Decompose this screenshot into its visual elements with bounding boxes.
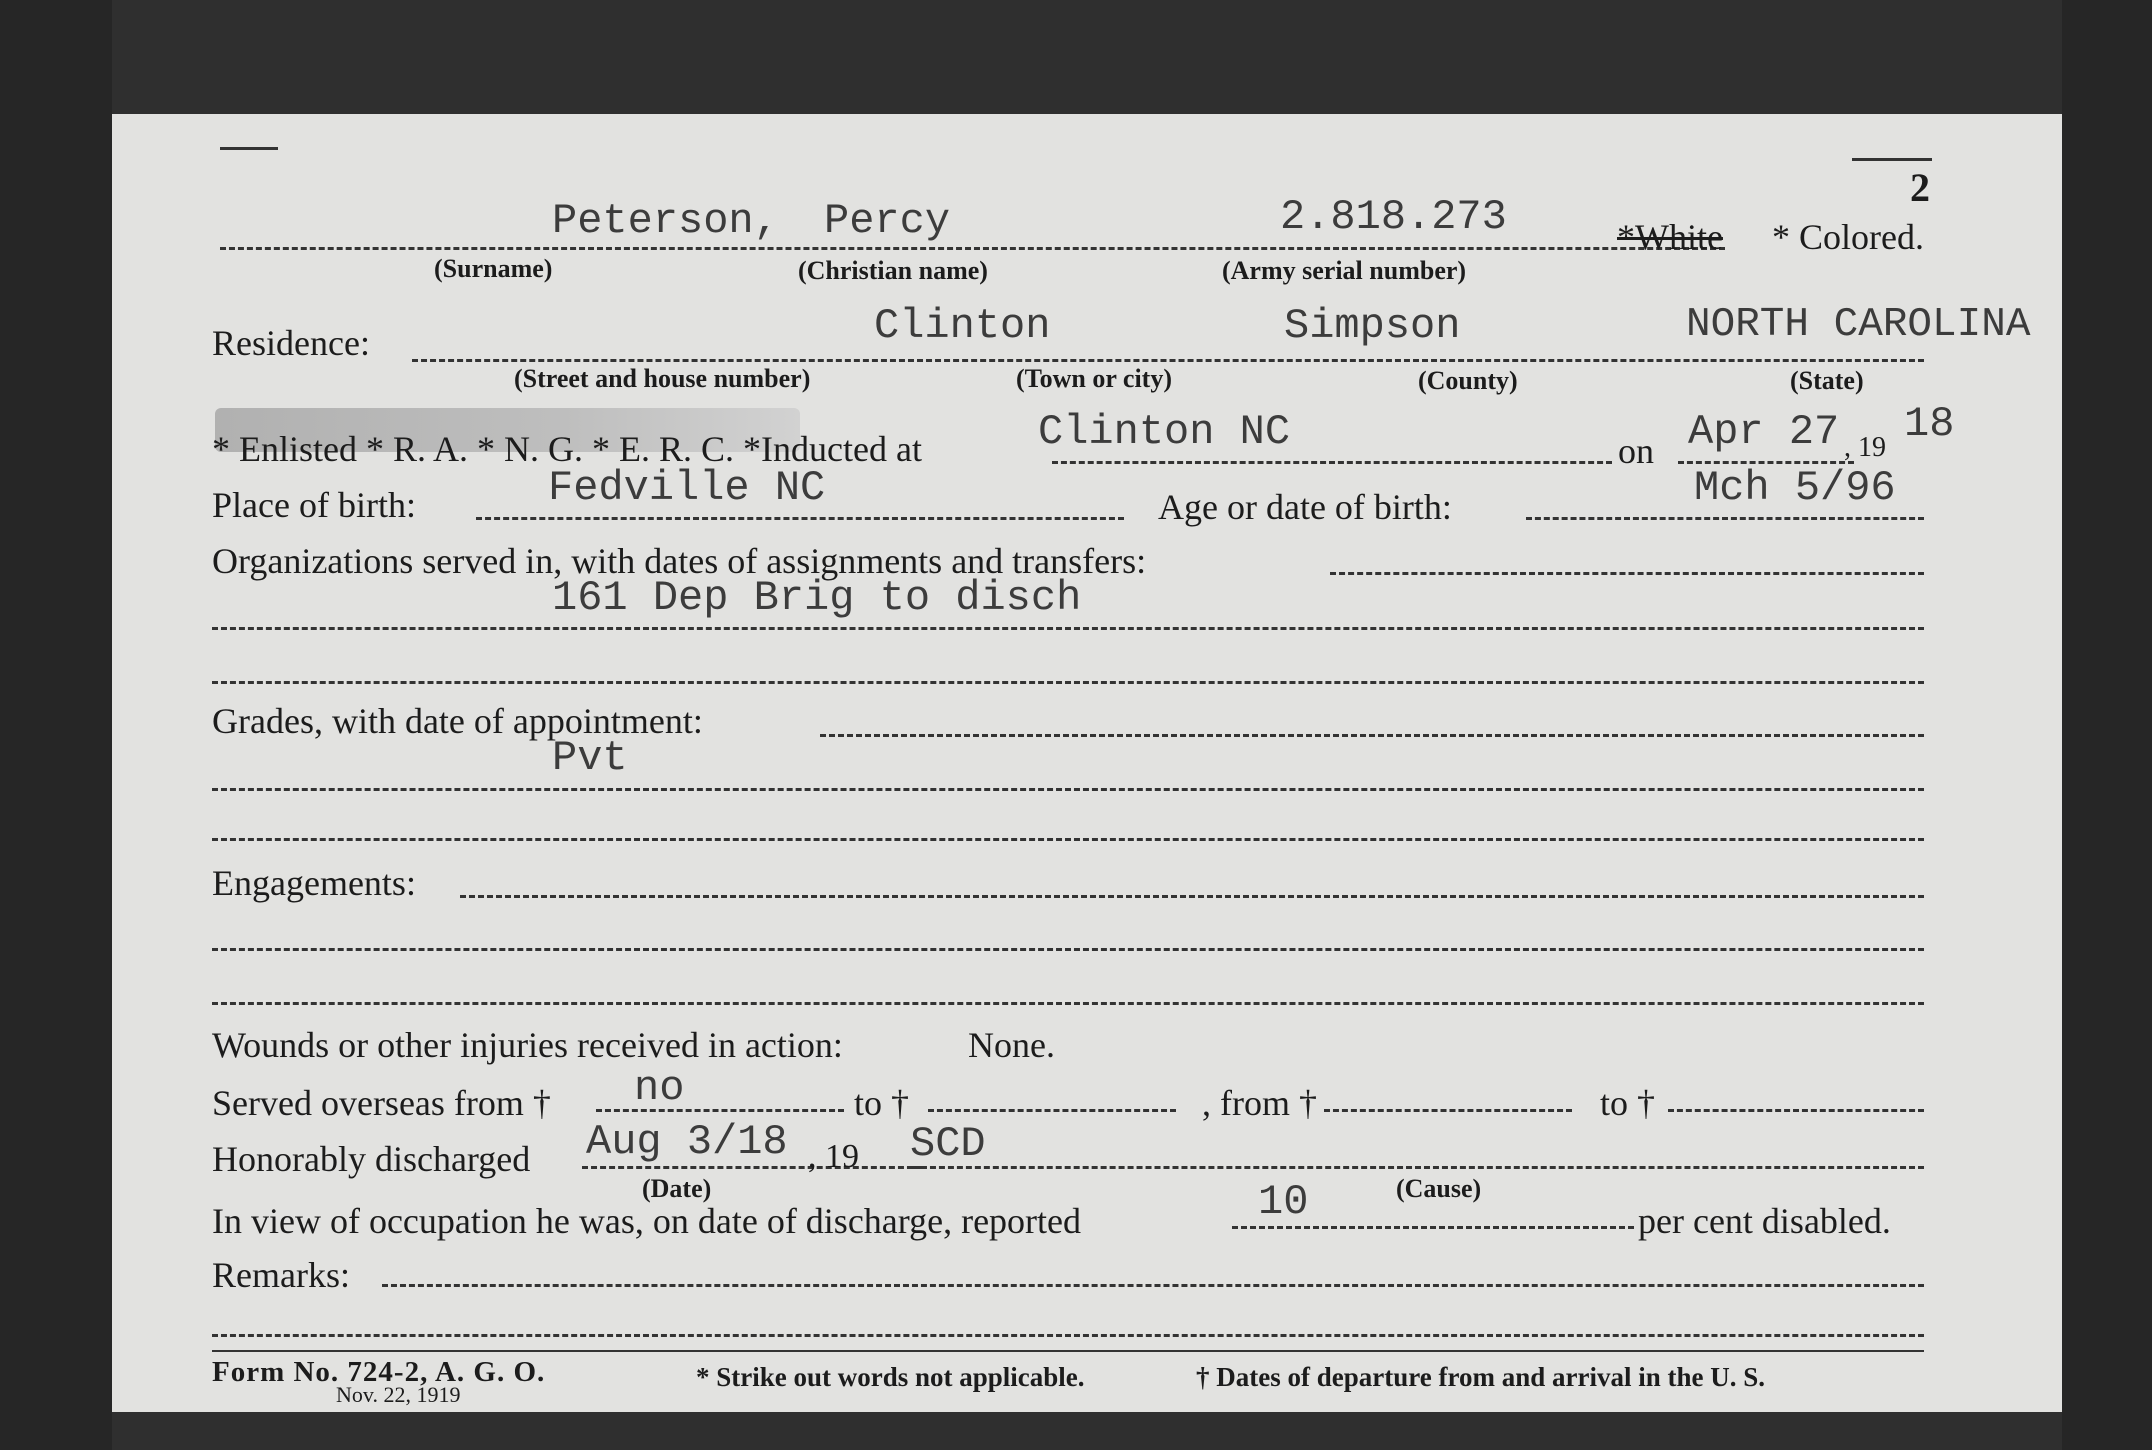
grades-line-3 <box>212 838 1924 841</box>
on-label: on <box>1618 431 1654 471</box>
inducted-date-value: Apr 27 <box>1688 408 1840 456</box>
grades-value: Pvt <box>552 734 628 782</box>
engagements-label: Engagements: <box>212 863 416 903</box>
residence-label: Residence: <box>212 323 370 363</box>
discharge-cause-value: SCD <box>910 1120 986 1168</box>
inducted-line <box>1052 461 1612 464</box>
scan-frame-bottom <box>0 1412 2152 1450</box>
overseas-to-label: to † <box>854 1083 910 1123</box>
residence-state-value: NORTH CAROLINA <box>1686 302 2031 348</box>
birthdate-value: Mch 5/96 <box>1694 464 1896 512</box>
inducted-year-prefix: , 19 <box>1844 432 1886 463</box>
wounds-value: None. <box>968 1025 1055 1065</box>
organizations-line-1 <box>1330 572 1924 575</box>
grades-line-2 <box>212 788 1924 791</box>
strike-out-note: * Strike out words not applicable. <box>696 1362 1085 1392</box>
remarks-label: Remarks: <box>212 1255 350 1295</box>
top-left-rule <box>220 147 278 150</box>
birthdate-line <box>1526 517 1924 520</box>
discharge-label: Honorably discharged <box>212 1139 531 1179</box>
birthplace-line <box>476 517 1124 520</box>
organizations-label: Organizations served in, with dates of assignments and transfers: <box>212 541 1147 581</box>
inducted-place-value: Clinton NC <box>1038 408 1291 456</box>
state-label: (State) <box>1790 366 1864 395</box>
disability-line <box>1232 1226 1634 1229</box>
organizations-value: 161 Dep Brig to disch <box>552 574 1082 622</box>
residence-town-value: Clinton <box>874 302 1051 350</box>
discharge-date-label: (Date) <box>642 1174 712 1203</box>
grades-line-1 <box>820 734 1924 737</box>
birthplace-label: Place of birth: <box>212 485 416 525</box>
birthdate-label: Age or date of birth: <box>1158 487 1452 527</box>
grades-label: Grades, with date of appointment: <box>212 701 703 741</box>
county-label: (County) <box>1418 366 1518 395</box>
inducted-year-value: 18 <box>1904 400 1955 448</box>
engagements-line-1 <box>460 895 1924 898</box>
engagements-line-3 <box>212 1002 1924 1005</box>
overseas-label: Served overseas from † <box>212 1083 551 1123</box>
overseas-from2-label: , from † <box>1202 1083 1317 1123</box>
overseas-from2-line <box>1324 1109 1572 1112</box>
scan-frame-top <box>0 0 2152 114</box>
organizations-line-3 <box>212 681 1924 684</box>
discharge-date-line <box>582 1166 922 1169</box>
surname-label: (Surname) <box>434 254 553 283</box>
form-date: Nov. 22, 1919 <box>336 1382 461 1407</box>
overseas-from-line <box>596 1109 844 1112</box>
christian-name-value: Percy <box>824 197 951 245</box>
disability-prefix: In view of occupation he was, on date of discharge, reported <box>212 1201 1082 1241</box>
disability-value: 10 <box>1258 1178 1309 1226</box>
discharge-date-value: Aug 3/18 <box>586 1118 788 1166</box>
street-label: (Street and house number) <box>514 364 811 393</box>
discharge-cause-line <box>912 1166 1924 1169</box>
birthplace-value: Fedville NC <box>548 464 826 512</box>
remarks-line-2 <box>212 1334 1924 1337</box>
dates-note: † Dates of departure from and arrival in the U. S. <box>1196 1362 1765 1392</box>
top-right-rule <box>1852 158 1932 161</box>
residence-line <box>412 359 1924 362</box>
wounds-label: Wounds or other injuries received in action: <box>212 1025 843 1065</box>
race-colored: * Colored. <box>1772 217 1924 257</box>
surname-value: Peterson, <box>552 197 779 245</box>
overseas-from-value: no <box>634 1064 685 1112</box>
service-record-card <box>112 114 2062 1412</box>
overseas-to2-line <box>1668 1109 1924 1112</box>
engagements-line-2 <box>212 948 1924 951</box>
discharge-cause-label: (Cause) <box>1396 1174 1482 1203</box>
footer-rule <box>212 1350 1924 1352</box>
residence-county-value: Simpson <box>1284 302 1461 350</box>
header-line <box>220 247 1725 250</box>
serial-number-label: (Army serial number) <box>1222 256 1467 285</box>
scan-frame-right <box>2062 0 2152 1450</box>
form-number: Form No. 724-2, A. G. O. <box>212 1356 546 1388</box>
enlisted-prefix: * Enlisted * R. A. * N. G. * E. R. C. *Inducted at <box>212 429 922 469</box>
overseas-to-line <box>928 1109 1176 1112</box>
overseas-to2-label: to † <box>1600 1083 1656 1123</box>
serial-number-value: 2.818.273 <box>1280 193 1507 241</box>
disability-suffix: per cent disabled. <box>1638 1201 1891 1241</box>
remarks-line-1 <box>382 1284 1924 1287</box>
race-white: *White <box>1617 217 1723 257</box>
organizations-line-2 <box>212 627 1924 630</box>
christian-name-label: (Christian name) <box>798 256 988 285</box>
town-label: (Town or city) <box>1016 364 1172 393</box>
card-number: 2 <box>1910 165 1930 210</box>
scan-frame-left <box>0 0 112 1450</box>
discharge-year-prefix: , 19 <box>808 1138 859 1175</box>
